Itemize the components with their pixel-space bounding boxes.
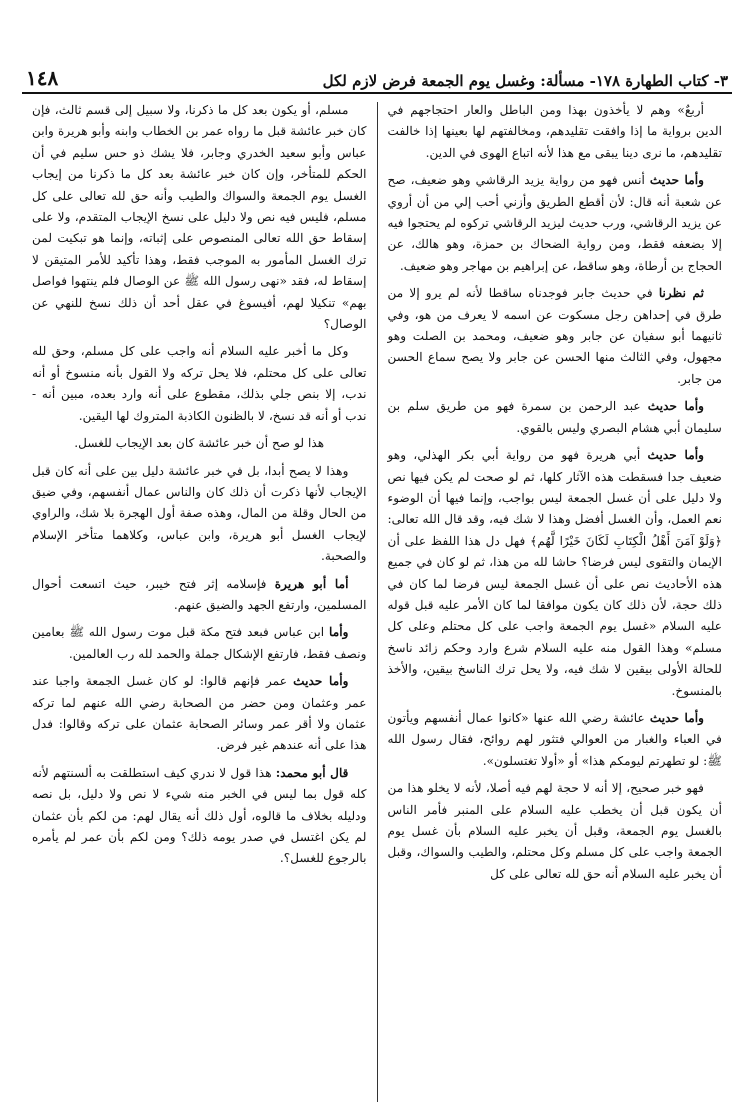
paragraph xyxy=(32,574,367,617)
paragraph xyxy=(388,708,723,772)
paragraph-lead: وأما حديث xyxy=(647,448,704,463)
page-header xyxy=(26,50,728,90)
paragraph-text: أربعٌ» وهم لا يأخذون بهذا ومن الباطل والعار احتجاجهم في الدين برواية ما إذا وافقت تقليدهم، ومخالفتهم لها بعينها إذا خالفت تقليدهم، ما نرى دينا يبقى مع هذا لأنه اتباع الهوى في الدين. xyxy=(387,103,722,160)
paragraph xyxy=(32,671,367,757)
paragraph-lead: وأما xyxy=(328,625,349,640)
paragraph-lead: وأما حديث xyxy=(649,173,705,188)
paragraph xyxy=(388,170,723,277)
paragraph xyxy=(32,100,367,335)
running-head: ٣- كتاب الطهارة ١٧٨- مسألة: وغسل يوم الجمعة فرض لازم لكل xyxy=(322,72,728,90)
text-columns xyxy=(22,100,732,1104)
paragraph-lead: وأما حديث xyxy=(293,674,349,689)
column-divider xyxy=(377,102,378,1102)
paragraph-text: هذا لو صح أن خبر عائشة كان بعد الإيجاب للغسل. xyxy=(74,436,325,451)
right-column xyxy=(378,100,733,1104)
paragraph-lead: ثم نظرنا xyxy=(658,286,705,301)
paragraph-text: أبي هريرة فهو من رواية أبي بكر الهذلي، وهو ضعيف جدا فسقطت هذه الآثار كلها، ثم لو صحت لم يكن فيها نص ولا دليل على أن غسل الجمعة ليس بواجب، وإنما فيها أن الوضوء نعم العمل، وأن الغسل أفضل وهذا لا شك فيه، وقد قال الله تعالى: ﴿وَلَوْ آمَنَ أَهْلُ الْكِتَابِ لَكَانَ خَيْرًا لَّهُم﴾ فهل دل هذا اللفظ على أن الإيمان والتقوى ليس فرضا؟ حاشا لله من هذا، ثم لو كان في جميع هذه الأحاديث نص على أن غسل الجمعة ليس فرضا لما كان في ذلك حجة، لأن ذلك كان يكون موافقا لما كان الأمر عليه قبل قوله عليه السلام «غسل يوم الجمعة واجب على كل محتلم وعلى كل مسلم» وهذا القول منه عليه السلام شرع وارد وحكم زائد ناسخ للحالة الأولى بيقين لا شك فيه، ولا يحل ترك الناسخ بيقين، والأخذ بالمنسوخ. xyxy=(387,448,722,698)
page-number: ١٤٨ xyxy=(26,66,59,90)
paragraph xyxy=(388,283,723,390)
paragraph xyxy=(32,622,367,665)
paragraph-text: عمر فإنهم قالوا: لو كان غسل الجمعة واجبا عند عمر وعثمان ومن حضر من الصحابة رضي الله عنهم لما تركه عثمان ولا أقر عمر وسائر الصحابة عثمان على تركه وقالوا: فدل هذا على أنه عندهم غير فرض. xyxy=(32,674,367,753)
paragraph-lead: أما أبو هريرة xyxy=(274,576,349,591)
left-column xyxy=(22,100,377,1104)
paragraph-lead: قال أبو محمد: xyxy=(275,765,349,780)
paragraph-text: وهذا لا يصح أبدا، بل في خبر عائشة دليل بين على أنه كان قبل الإيجاب لأنها ذكرت أن ذلك كان والناس عمال أنفسهم، وفي ضيق من الحال وقلة من المال، وهذه صفة أول الهجرة بلا شك، والراوي لإيجاب الغسل أبو هريرة، وابن عباس، وكلاهما متأخر الإسلام والصحبة. xyxy=(32,463,367,564)
paragraph-lead: وأما حديث xyxy=(649,710,704,725)
paragraph-text: في حديث جابر فوجدناه ساقطا لأنه لم يرو إلا من طرق في إحداهن رجل مسكوت عن اسمه لا يعرف من هو، وفي ثانيهما أبو سفيان عن جابر وهو ضعيف، ومحمد بن الصلت وهو مجهول، وفي الثالث منها الحسن عن جابر ولا يصح سماع الحسن من جابر. xyxy=(387,286,722,386)
paragraph xyxy=(388,778,723,885)
paragraph-text: فإسلامه إثر فتح خيبر، حيث اتسعت أحوال المسلمين، وارتفع الجهد والضيق عنهم. xyxy=(32,576,367,612)
paragraph xyxy=(32,461,367,568)
paragraph-text: عبد الرحمن بن سمرة فهو من طريق سلم بن سليمان أبي هشام البصري وليس بالقوي. xyxy=(387,399,722,435)
paragraph-text: أنس فهو من رواية يزيد الرقاشي وهو ضعيف، صح عن شعبة أنه قال: لأن أقطع الطريق وأزني أحب إلي من أن أروي عن يزيد الرقاشي، ورب حديث ليزيد الرقاشي تركوه لم يحتجوا فيه إلا بضعفه فقط، ومن رواية الضحاك بن حمزة، وهو هالك، عن الحجاج بن أرطاة، وهو ساقط، عن إبراهيم بن مهاجر وهو ضعيف. xyxy=(387,173,722,273)
paragraph-text: عائشة رضي الله عنها «كانوا عمال أنفسهم ويأتون في العباء والغبار من العوالي فتثور لهم روائح، فقال رسول الله ﷺ: لو تطهرتم ليومكم هذا» أو «أولا تغتسلون». xyxy=(387,710,722,768)
paragraph-lead: وأما حديث xyxy=(647,399,704,414)
paragraph-text: وكل ما أخبر عليه السلام أنه واجب على كل مسلم، وحق لله تعالى على كل محتلم، فلا يحل تركه ولا القول بأنه منسوخ أو أنه ندب، إلا بنص جلي بذلك، مقطوع على أنه وارد بعده، مبين أنه - ندب أو أنه قد نسخ، لا بالظنون الكاذبة المتروك لها اليقين. xyxy=(32,344,367,423)
paragraph xyxy=(32,341,367,427)
header-rule xyxy=(22,92,732,94)
paragraph xyxy=(32,433,367,454)
paragraph xyxy=(32,763,367,870)
paragraph xyxy=(388,445,723,702)
paragraph xyxy=(388,100,723,164)
paragraph-text: مسلم، أو يكون بعد كل ما ذكرنا، ولا سبيل إلى قسم ثالث، فإن كان خبر عائشة قبل ما رواه عمر بن الخطاب وابنه وأبو هريرة وابن عباس وأبو سعيد الخدري وجابر، فلا يشك ذو حس سليم في أن الحكم للمتأخر، وإن كان خبر عائشة بعد كل ما ذكرنا من إيجاب الغسل يوم الجمعة والسواك والطيب وأنه حق لله تعالى على كل مسلم، فليس فيه نص ولا دليل على نسخ الإيجاب المتقدم، ولا على إسقاط حق الله تعالى المنصوص على إثباته، وإنما هو تبكيت لمن ترك الغسل المأمور به الموجب فقط، وهذا تأكيد للأمر المتيقن لا إسقاط له، فقد «نهى رسول الله ﷺ عن الوصال فلم ينتهوا فواصل بهم» تنكيلا لهم، أفيسوغ في عقل أحد أن ذلك نسخ للنهي عن الوصال؟ xyxy=(32,103,367,332)
paragraph-text: هذا قول لا ندري كيف استطلقت به ألسنتهم لأنه كله قول بما ليس في الخبر منه شيء لا نص ولا دليل، بل نصه ودليله بخلاف ما قالوه، أول ذلك أنه يقال لهم: من لكم بأن عثمان لم يكن اغتسل في صدر يومه ذلك؟ ومن لكم بأن عمر لم يأمره بالرجوع للغسل؟. xyxy=(32,765,367,866)
paragraph xyxy=(388,396,723,439)
paragraph-text: فهو خبر صحيح، إلا أنه لا حجة لهم فيه أصلا، لأنه لا يخلو هذا من أن يكون قبل أن يخطب عليه السلام على المنبر فأمر الناس بالغسل يوم الجمعة، وقبل أن يخبر عليه السلام بأن غسل يوم الجمعة واجب على كل مسلم وكل محتلم، والطيب والسواك، وقبل أن يخبر عليه السلام أنه حق لله تعالى على كل xyxy=(387,781,722,881)
paragraph-text: ابن عباس فبعد فتح مكة قبل موت رسول الله ﷺ بعامين ونصف فقط، فارتفع الإشكال جملة والحمد لله رب العالمين. xyxy=(32,625,367,661)
